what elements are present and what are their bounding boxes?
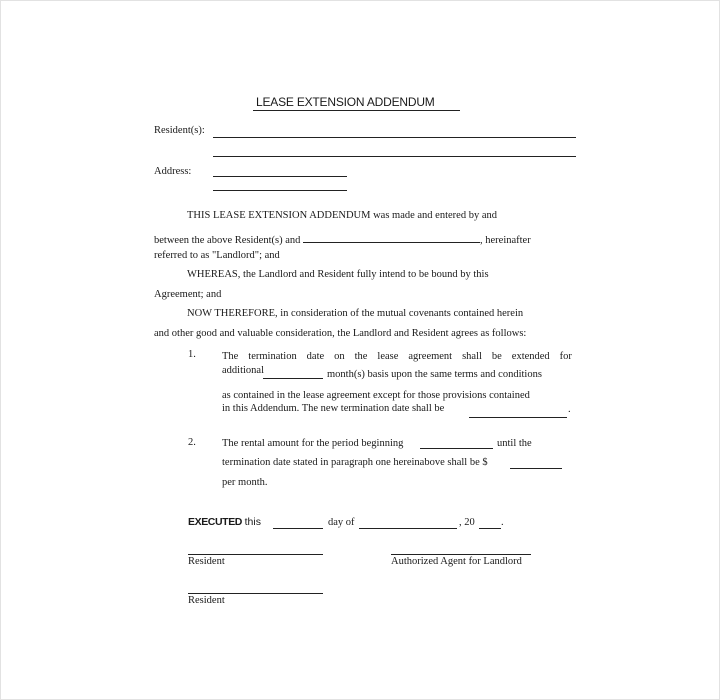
intro-p1-line2-a: between the above Resident(s) and — [154, 235, 301, 246]
item-1-word: the — [354, 351, 368, 362]
intro-p1-line1: THIS LEASE EXTENSION ADDENDUM was made and entered by and — [187, 210, 497, 221]
document-title: LEASE EXTENSION ADDENDUM — [256, 95, 435, 109]
resident-1-label: Resident — [188, 556, 225, 567]
intro-p3-line2: and other good and valuable consideration, the Landlord and Resident agrees as follows: — [154, 328, 527, 339]
executed-line — [188, 516, 261, 528]
item-1-line2-a: additional — [222, 365, 264, 376]
item-2-line2-a: termination date stated in paragraph one hereinabove shall be $ — [222, 457, 488, 468]
item-1-word: agreement — [408, 351, 453, 362]
item-1-word: shall — [462, 351, 482, 362]
item-1-number: 1. — [188, 349, 196, 360]
item-1-line2-b: month(s) basis upon the same terms and conditions — [327, 369, 542, 380]
resident-2-label: Resident — [188, 595, 225, 606]
item-1-line3: as contained in the lease agreement except for those provisions contained — [222, 390, 530, 401]
residents-label: Resident(s): — [154, 125, 205, 136]
intro-p3-line1: NOW THEREFORE, in consideration of the mutual covenants contained herein — [187, 308, 524, 319]
item-1-word: on — [334, 351, 345, 362]
month-field[interactable] — [359, 528, 457, 529]
address-line-2[interactable] — [213, 190, 347, 191]
executed-year-prefix: , 20 — [459, 517, 475, 528]
item-1-line4-a: in this Addendum. The new termination date shall be — [222, 403, 445, 414]
item-2-line3: per month. — [222, 477, 268, 488]
address-label: Address: — [154, 166, 192, 177]
item-2-line1-b: until the — [497, 438, 532, 449]
intro-p1-line2 — [154, 231, 531, 246]
item-1-line4-b: . — [568, 404, 571, 415]
item-1-word: for — [559, 351, 572, 362]
item-1-line1 — [222, 351, 572, 362]
item-1-word: date — [306, 351, 325, 362]
resident-2-signature-line[interactable] — [188, 593, 323, 594]
executed-label: EXECUTED — [188, 516, 242, 528]
resident-1-signature-line[interactable] — [188, 554, 323, 555]
executed-day-of: day of — [328, 517, 355, 528]
executed-period: . — [501, 517, 504, 528]
year-field[interactable] — [479, 528, 501, 529]
item-1-word: termination — [248, 351, 297, 362]
months-field[interactable] — [263, 378, 323, 379]
agent-signature-line[interactable] — [391, 554, 531, 555]
item-1-word: be — [491, 351, 502, 362]
rent-amount-field[interactable] — [510, 468, 562, 469]
new-termination-date-field[interactable] — [469, 417, 567, 418]
item-2-line1-a: The rental amount for the period beginning — [222, 438, 404, 449]
intro-p1-line2-b: , hereinafter — [480, 235, 531, 246]
address-line-1[interactable] — [213, 176, 347, 177]
residents-line-2[interactable] — [213, 156, 576, 157]
intro-p2-line1: WHEREAS, the Landlord and Resident fully intend to be bound by this — [187, 269, 489, 280]
day-field[interactable] — [273, 528, 323, 529]
period-beginning-field[interactable] — [420, 448, 493, 449]
residents-line-1[interactable] — [213, 137, 576, 138]
item-1-word: lease — [377, 351, 399, 362]
agent-label: Authorized Agent for Landlord — [391, 556, 522, 567]
executed-this: this — [244, 516, 261, 528]
item-1-word: extended — [511, 351, 550, 362]
title-underline — [253, 110, 460, 111]
landlord-name-field[interactable] — [303, 231, 480, 243]
intro-p2-line2: Agreement; and — [154, 289, 222, 300]
item-2-number: 2. — [188, 437, 196, 448]
intro-p1-line3: referred to as "Landlord"; and — [154, 250, 280, 261]
item-1-word: The — [222, 351, 239, 362]
